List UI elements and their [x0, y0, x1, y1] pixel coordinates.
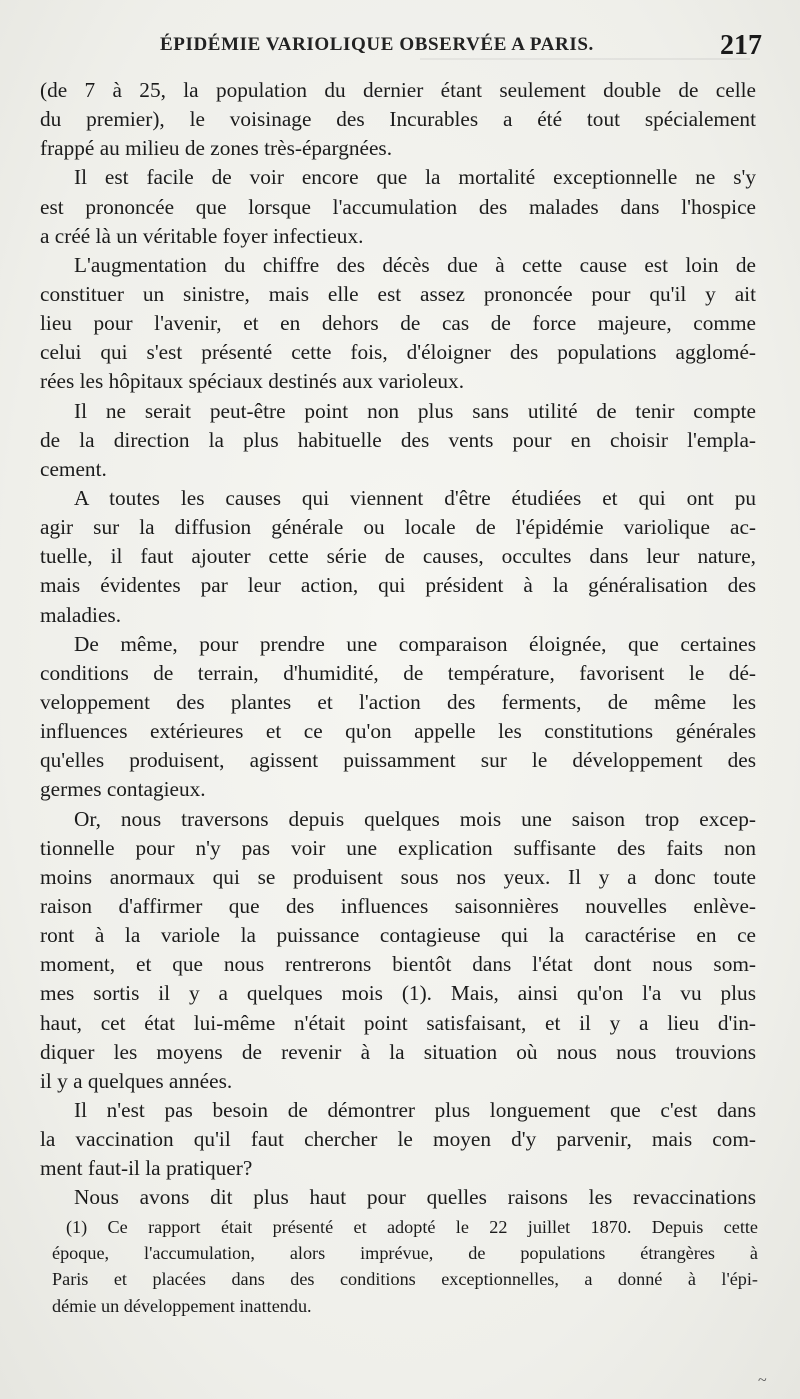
- text-line: tionnelle pour n'y pas voir une explication suffisante des faits non: [40, 835, 756, 860]
- text-line: il y a quelques années.: [40, 1068, 233, 1093]
- page-number: 217: [720, 30, 762, 61]
- text-line: cement.: [40, 456, 107, 481]
- scan-mark: ~: [758, 1372, 767, 1389]
- text-line: influences extérieures et ce qu'on appelle les constitutions générales: [40, 719, 756, 744]
- text-line: la vaccination qu'il faut chercher le moyen d'y parvenir, mais com-: [40, 1127, 756, 1152]
- text-line: diquer les moyens de revenir à la situation où nous nous trouvions: [40, 1039, 756, 1064]
- text-line: mes sortis il y a quelques mois (1). Mais, ainsi qu'on l'a vu plus: [40, 981, 756, 1006]
- text-line: rées les hôpitaux spéciaux destinés aux varioleux.: [40, 369, 465, 394]
- main-text: [40, 76, 756, 1212]
- text-line: veloppement des plantes et l'action des ferments, de même les: [40, 689, 756, 714]
- footnote-line: démie un développement inattendu.: [52, 1295, 312, 1316]
- text-line: L'augmentation du chiffre des décès due à cette cause est loin de: [74, 252, 756, 277]
- text-line: mais évidentes par leur action, qui président à la généralisation des: [40, 573, 756, 598]
- text-line: haut, cet état lui-même n'était point satisfaisant, et il y a lieu d'in-: [40, 1010, 756, 1035]
- text-line: frappé au milieu de zones très-épargnées.: [40, 136, 393, 161]
- running-title: ÉPIDÉMIE VARIOLIQUE OBSERVÉE A PARIS.: [160, 34, 594, 55]
- text-line: celui qui s'est présenté cette fois, d'éloigner des populations agglomé-: [40, 340, 756, 365]
- text-line: Il ne serait peut-être point non plus sans utilité de tenir compte: [74, 398, 756, 423]
- text-line: Nous avons dit plus haut pour quelles raisons les revaccinations: [74, 1185, 756, 1210]
- text-line: raison d'affirmer que des influences saisonnières nouvelles enlève-: [40, 893, 756, 918]
- text-line: qu'elles produisent, agissent puissamment sur le développement des: [40, 748, 756, 773]
- text-line: du premier), le voisinage des Incurables a été tout spécialement: [40, 107, 756, 132]
- running-header: [40, 30, 762, 66]
- text-line: Il est facile de voir encore que la mortalité exceptionnelle ne s'y: [74, 165, 756, 190]
- text-line: moins anormaux qui se produisent sous nos yeux. Il y a donc toute: [40, 864, 756, 889]
- text-line: Il n'est pas besoin de démontrer plus longuement que c'est dans: [74, 1097, 756, 1122]
- text-line: germes contagieux.: [40, 777, 206, 802]
- text-line: constituer un sinistre, mais elle est assez prononcée pour qu'il y ait: [40, 281, 756, 306]
- text-line: (de 7 à 25, la population du dernier étant seulement double de celle: [40, 78, 756, 102]
- footnote-line: Paris et placées dans des conditions exceptionnelles, a donné à l'épi-: [52, 1269, 758, 1290]
- text-line: conditions de terrain, d'humidité, de température, favorisent le dé-: [40, 660, 756, 685]
- text-line: A toutes les causes qui viennent d'être étudiées et qui ont pu: [74, 485, 756, 510]
- text-line: moment, et que nous rentrerons bientôt dans l'état dont nous som-: [40, 952, 756, 977]
- text-line: tuelle, il faut ajouter cette série de causes, occultes dans leur nature,: [40, 544, 756, 569]
- text-line: agir sur la diffusion générale ou locale de l'épidémie variolique ac-: [40, 515, 756, 540]
- text-line: ment faut-il la pratiquer?: [40, 1156, 253, 1181]
- text-line: De même, pour prendre une comparaison éloignée, que certaines: [74, 631, 756, 656]
- footnote-line: époque, l'accumulation, alors imprévue, de populations étrangères à: [52, 1243, 758, 1264]
- text-line: est prononcée que lorsque l'accumulation des malades dans l'hospice: [40, 194, 756, 219]
- text-line: Or, nous traversons depuis quelques mois une saison trop excep-: [74, 806, 756, 831]
- text-line: de la direction la plus habituelle des vents pour en choisir l'empla-: [40, 427, 756, 452]
- text-line: a créé là un véritable foyer infectieux.: [40, 223, 364, 248]
- footnote-line: (1) Ce rapport était présenté et adopté le 22 juillet 1870. Depuis cette: [66, 1217, 758, 1237]
- text-line: ront à la variole la puissance contagieuse qui la caractérise en ce: [40, 923, 756, 948]
- text-line: lieu pour l'avenir, et en dehors de cas de force majeure, comme: [40, 311, 756, 336]
- text-line: maladies.: [40, 602, 122, 627]
- footnote: [52, 1214, 758, 1319]
